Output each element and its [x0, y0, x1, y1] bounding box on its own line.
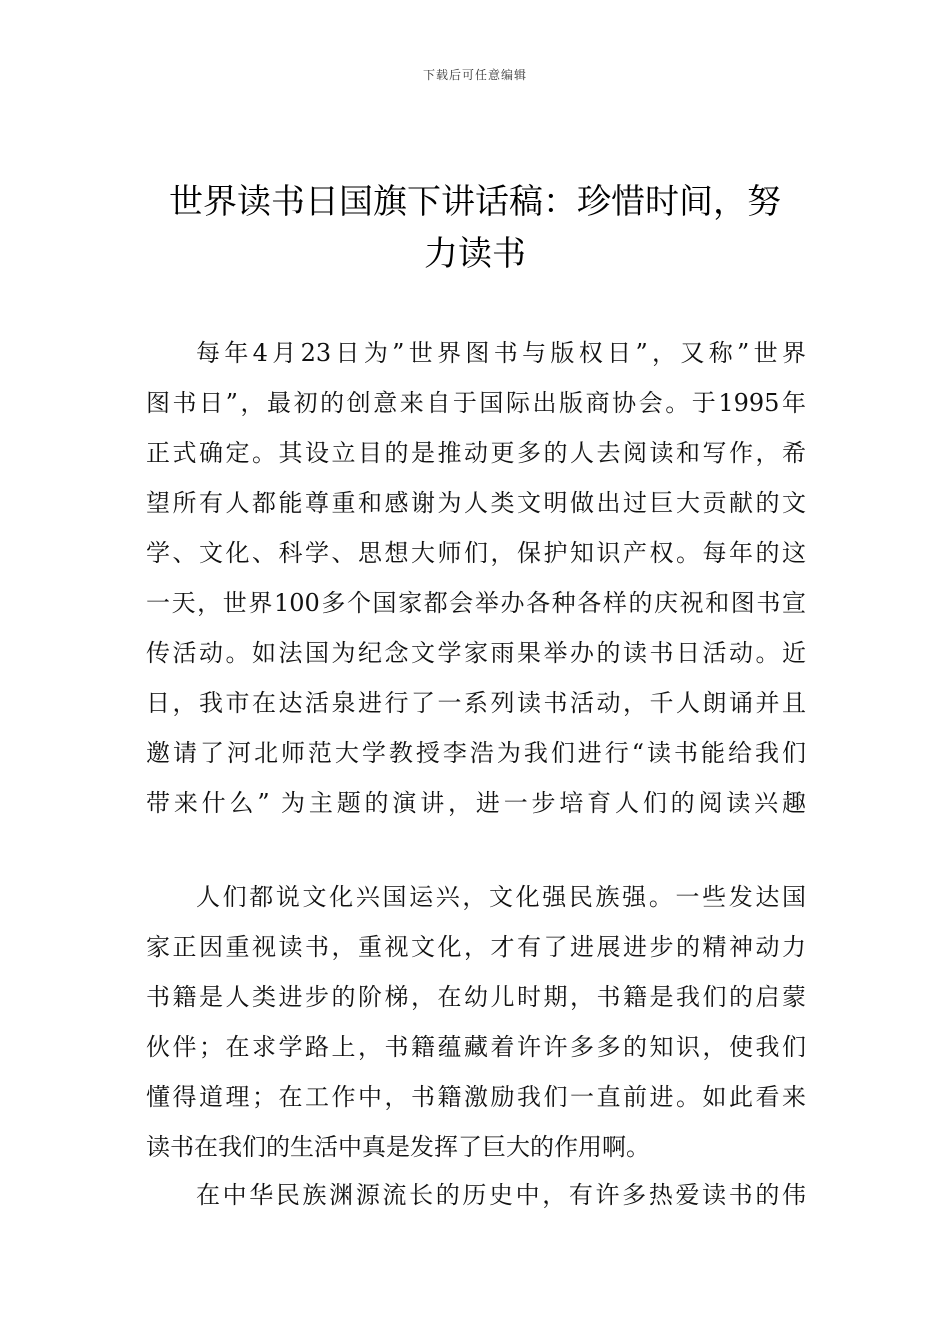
text-line: 邀请了河北师范大学教授李浩为我们进行“读书能给我们: [146, 739, 806, 767]
title-line: 力读书: [424, 234, 526, 274]
text-line: 家正因重视读书，重视文化，才有了进展进步的精神动力: [146, 933, 806, 961]
page-title: [145, 176, 805, 280]
paragraph-1: [146, 328, 806, 828]
text-line: 正式确定。其设立目的是推动更多的人去阅读和写作，希: [146, 439, 806, 467]
text-line: 学、文化、科学、思想大师们，保护知识产权。每年的这: [146, 539, 806, 567]
text-line: 伙伴；在求学路上，书籍蕴藏着许许多多的知识，使我们: [146, 1033, 806, 1061]
text-line: 在中华民族渊源流长的历史中，有许多热爱读书的伟: [196, 1181, 806, 1209]
paragraph-2: [146, 872, 806, 1172]
text-line: 人们都说文化兴国运兴，文化强民族强。一些发达国: [196, 883, 806, 911]
paragraph-3: [146, 1170, 806, 1220]
text-line: 一天，世界100多个国家都会举办各种各样的庆祝和图书宣: [146, 589, 806, 617]
text-line: 带来什么” 为主题的演讲，进一步培育人们的阅读兴趣: [146, 789, 806, 817]
text-line: 懂得道理；在工作中，书籍激励我们一直前进。如此看来: [146, 1083, 806, 1111]
text-line: 书籍是人类进步的阶梯，在幼儿时期，书籍是我们的启蒙: [146, 983, 806, 1011]
text-line: 日，我市在达活泉进行了一系列读书活动，千人朗诵并且: [146, 689, 806, 717]
text-line: 传活动。如法国为纪念文学家雨果举办的读书日活动。近: [146, 639, 806, 667]
text-line: 每年4月23日为”世界图书与版权日”，又称”世界: [196, 339, 806, 367]
header-note: 下载后可任意编辑: [422, 68, 527, 82]
text-line: 图书日”，最初的创意来自于国际出版商协会。于1995年: [146, 389, 806, 417]
title-line: 世界读书日国旗下讲话稿：珍惜时间，努: [169, 182, 781, 222]
text-line: 读书在我们的生活中真是发挥了巨大的作用啊。: [146, 1133, 650, 1161]
text-line: 望所有人都能尊重和感谢为人类文明做出过巨大贡献的文: [146, 489, 806, 517]
